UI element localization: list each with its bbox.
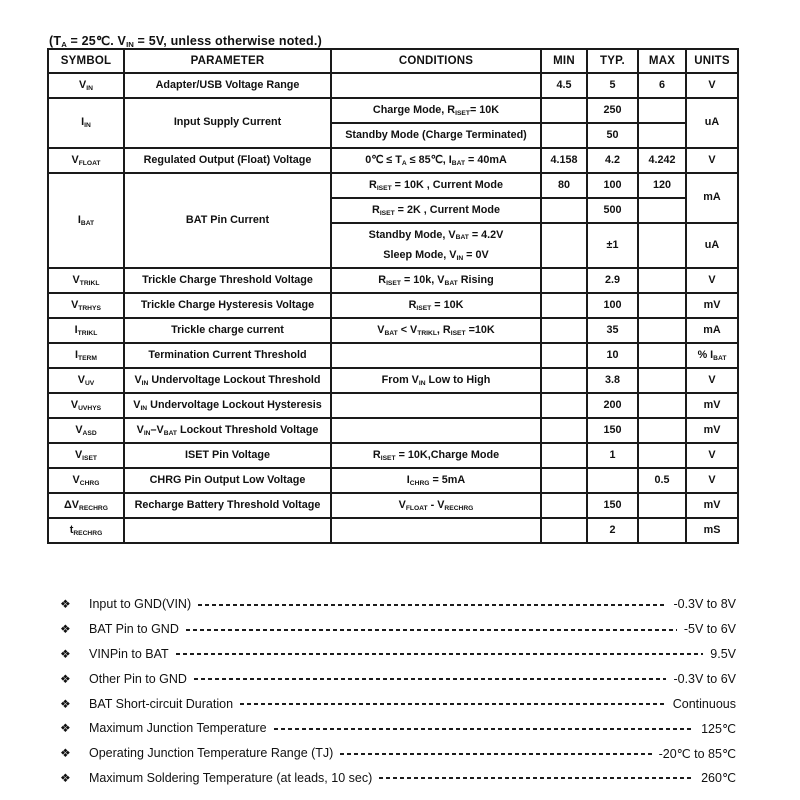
table-cell [638, 443, 686, 468]
table-cell: $V_{TRIKL}$ [48, 268, 124, 293]
table-cell [331, 418, 541, 443]
table-cell: $V_{UVHYS}$ [48, 393, 124, 418]
table-cell: Standby Mode, $V_{BAT} = 4.2V$ Sleep Mode, $V_{IN} = 0V$ [331, 223, 541, 268]
table-cell [541, 368, 587, 393]
table-cell [638, 268, 686, 293]
table-cell: $R_{ISET} = 10K$ , Current Mode [331, 173, 541, 198]
diamond-bullet-icon: ❖ [60, 646, 71, 661]
column-header: TYP. [587, 49, 638, 73]
table-cell [541, 223, 587, 268]
table-row [48, 518, 738, 543]
rating-label: Maximum Junction Temperature [89, 721, 267, 736]
column-header: CONDITIONS [331, 49, 541, 73]
table-cell: $V_{IN}$ Undervoltage Lockout Threshold [124, 368, 331, 393]
table-row [48, 493, 738, 518]
rating-label: Operating Junction Temperature Range (TJ) [89, 746, 334, 761]
table-cell: $R_{ISET} = 10k$, $V_{BAT}$ Rising [331, 268, 541, 293]
dash-leader [240, 703, 666, 705]
table-cell: 200 [587, 393, 638, 418]
table-cell [638, 198, 686, 223]
table-cell [638, 418, 686, 443]
dash-leader [379, 777, 694, 779]
table-cell: $R_{ISET}$ = 10K,Charge Mode [331, 443, 541, 468]
table-row [48, 173, 738, 198]
table-row [48, 73, 738, 98]
table-cell: $I_{IN}$ [48, 98, 124, 148]
table-cell: 4.5 [541, 73, 587, 98]
table-cell: uA [686, 98, 738, 148]
table-row [48, 98, 738, 123]
table-cell: mV [686, 493, 738, 518]
table-row [48, 318, 738, 343]
table-cell: Trickle Charge Hysteresis Voltage [124, 293, 331, 318]
table-cell [541, 468, 587, 493]
table-cell [541, 318, 587, 343]
table-cell: $V_{IN}$ Undervoltage Lockout Hysteresis [124, 393, 331, 418]
diamond-bullet-icon: ❖ [60, 622, 71, 637]
table-cell: $I_{CHRG} = 5mA$ [331, 468, 541, 493]
table-cell [638, 518, 686, 543]
rating-value: Continuous [672, 696, 736, 711]
table-cell [541, 268, 587, 293]
table-cell: 0℃ ≤ $T_A$ ≤ 85℃, $I_{BAT} = 40mA$ [331, 148, 541, 173]
table-cell: mA [686, 173, 738, 223]
table-cell [124, 518, 331, 543]
table-cell: % $I_{BAT}$ [686, 343, 738, 368]
table-cell: 150 [587, 493, 638, 518]
table-cell: BAT Pin Current [124, 173, 331, 268]
dash-leader [340, 753, 651, 755]
table-cell: V [686, 468, 738, 493]
rating-value: 260℃ [701, 771, 736, 786]
dash-leader [186, 629, 677, 631]
table-cell [541, 518, 587, 543]
conditions-note: ($T_A$ = 25℃. $V_{IN} = 5V$, unless otherwise noted.) [49, 34, 322, 50]
table-cell: Standby Mode (Charge Terminated) [331, 123, 541, 148]
table-cell: $V_{IN}-V_{BAT}$ Lockout Threshold Voltage [124, 418, 331, 443]
table-cell: 50 [587, 123, 638, 148]
rating-label: VINPin to BAT [89, 646, 169, 661]
dash-leader [176, 653, 704, 655]
table-cell: Recharge Battery Threshold Voltage [124, 493, 331, 518]
table-cell [541, 493, 587, 518]
table-row [48, 148, 738, 173]
absolute-ratings-list [60, 592, 736, 790]
rating-label: Other Pin to GND [89, 671, 187, 686]
table-cell [541, 98, 587, 123]
table-cell: 4.158 [541, 148, 587, 173]
table-cell: 0.5 [638, 468, 686, 493]
table-cell: V [686, 148, 738, 173]
dash-leader [274, 728, 694, 730]
table-cell: 80 [541, 173, 587, 198]
table-cell: $t_{RECHRG}$ [48, 518, 124, 543]
dash-leader [198, 604, 666, 606]
column-header: PARAMETER [124, 49, 331, 73]
table-cell: 2.9 [587, 268, 638, 293]
column-header: UNITS [686, 49, 738, 73]
table-row [48, 393, 738, 418]
table-cell: 2 [587, 518, 638, 543]
table-cell: mS [686, 518, 738, 543]
table-cell: Charge Mode, $R_{ISET}= 10K$ [331, 98, 541, 123]
rating-value: 9.5V [710, 646, 736, 661]
table-body [48, 73, 738, 543]
table-cell [638, 343, 686, 368]
table-row [48, 293, 738, 318]
table-cell: mV [686, 418, 738, 443]
table-cell: 100 [587, 293, 638, 318]
table-cell [638, 368, 686, 393]
rating-item [60, 592, 736, 617]
rating-item [60, 766, 736, 791]
table-cell: $V_{ISET}$ [48, 443, 124, 468]
table-cell: 6 [638, 73, 686, 98]
table-cell: $V_{FLOAT}$ [48, 148, 124, 173]
table-cell: $V_{UV}$ [48, 368, 124, 393]
table-cell: $V_{IN}$ [48, 73, 124, 98]
table-cell [638, 293, 686, 318]
table-cell: 500 [587, 198, 638, 223]
table-cell: Regulated Output (Float) Voltage [124, 148, 331, 173]
table-cell: V [686, 73, 738, 98]
table-cell [331, 393, 541, 418]
table-cell: From $V_{IN}$ Low to High [331, 368, 541, 393]
table-cell [638, 318, 686, 343]
table-cell: 150 [587, 418, 638, 443]
electrical-characteristics-table [47, 48, 739, 544]
table-cell [638, 223, 686, 268]
table-cell [587, 468, 638, 493]
table-cell: 120 [638, 173, 686, 198]
table-cell: CHRG Pin Output Low Voltage [124, 468, 331, 493]
table-cell: $V_{FLOAT} - V_{RECHRG}$ [331, 493, 541, 518]
table-cell: V [686, 443, 738, 468]
rating-value: -0.3V to 8V [673, 597, 736, 612]
table-cell: $I_{BAT}$ [48, 173, 124, 268]
table-row [48, 468, 738, 493]
rating-item [60, 716, 736, 741]
table-row [48, 268, 738, 293]
table-cell: ISET Pin Voltage [124, 443, 331, 468]
table-cell [541, 343, 587, 368]
table-cell: 35 [587, 318, 638, 343]
diamond-bullet-icon: ❖ [60, 746, 71, 761]
table-cell: $V_{CHRG}$ [48, 468, 124, 493]
table-cell [331, 518, 541, 543]
table-cell: $V_{BAT} < V_{TRIKL}$, $R_{ISET} =10K$ [331, 318, 541, 343]
table-cell: 5 [587, 73, 638, 98]
table-cell: $V_{TRHYS}$ [48, 293, 124, 318]
table-cell [541, 443, 587, 468]
table-cell [638, 123, 686, 148]
rating-value: -0.3V to 6V [673, 671, 736, 686]
table-cell: $R_{ISET} = 2K$ , Current Mode [331, 198, 541, 223]
rating-item [60, 617, 736, 642]
rating-value: -20℃ to 85℃ [658, 746, 736, 761]
table-cell: 3.8 [587, 368, 638, 393]
table-cell [638, 393, 686, 418]
rating-value: 125℃ [701, 721, 736, 736]
diamond-bullet-icon: ❖ [60, 696, 71, 711]
column-header: SYMBOL [48, 49, 124, 73]
table-cell: 4.2 [587, 148, 638, 173]
diamond-bullet-icon: ❖ [60, 770, 71, 785]
table-cell [331, 343, 541, 368]
table-cell: Adapter/USB Voltage Range [124, 73, 331, 98]
rating-value: -5V to 6V [683, 622, 736, 637]
table-cell: V [686, 268, 738, 293]
rating-label: Maximum Soldering Temperature (at leads, 10 sec) [89, 770, 373, 785]
table-cell [638, 493, 686, 518]
rating-label: BAT Short-circuit Duration [89, 696, 234, 711]
table-cell: 100 [587, 173, 638, 198]
table-cell: 1 [587, 443, 638, 468]
diamond-bullet-icon: ❖ [60, 597, 71, 612]
table-header-row [48, 49, 738, 73]
table-cell: $I_{TERM}$ [48, 343, 124, 368]
table-cell: mA [686, 318, 738, 343]
table-row [48, 343, 738, 368]
diamond-bullet-icon: ❖ [60, 671, 71, 686]
table-cell: 10 [587, 343, 638, 368]
rating-label: Input to GND(VIN) [89, 597, 192, 612]
table-cell: Trickle Charge Threshold Voltage [124, 268, 331, 293]
table-cell: 250 [587, 98, 638, 123]
table-cell: $V_{ASD}$ [48, 418, 124, 443]
table-cell: V [686, 368, 738, 393]
rating-item [60, 741, 736, 766]
table-cell [541, 293, 587, 318]
column-header: MIN [541, 49, 587, 73]
table-row [48, 368, 738, 393]
table-cell: 4.242 [638, 148, 686, 173]
table-cell: Trickle charge current [124, 318, 331, 343]
table-cell [541, 123, 587, 148]
diamond-bullet-icon: ❖ [60, 721, 71, 736]
table-cell [638, 98, 686, 123]
table-cell: ±1 [587, 223, 638, 268]
table-cell [541, 393, 587, 418]
table-cell: Input Supply Current [124, 98, 331, 148]
table-cell [331, 73, 541, 98]
table-cell: Termination Current Threshold [124, 343, 331, 368]
table-row [48, 443, 738, 468]
table-cell: uA [686, 223, 738, 268]
rating-item [60, 642, 736, 667]
rating-item [60, 666, 736, 691]
table-row [48, 418, 738, 443]
rating-item [60, 691, 736, 716]
dash-leader [194, 678, 667, 680]
table-cell: $R_{ISET} = 10K$ [331, 293, 541, 318]
table-cell: $\Delta V_{RECHRG}$ [48, 493, 124, 518]
table-cell [541, 418, 587, 443]
table-cell: mV [686, 293, 738, 318]
table-cell: mV [686, 393, 738, 418]
rating-label: BAT Pin to GND [89, 622, 179, 637]
column-header: MAX [638, 49, 686, 73]
table-cell: $I_{TRIKL}$ [48, 318, 124, 343]
table-cell [541, 198, 587, 223]
